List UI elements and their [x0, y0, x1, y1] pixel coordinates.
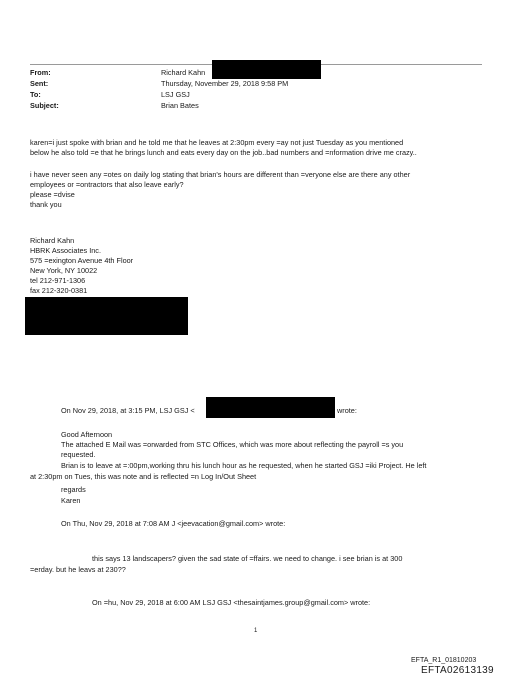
signature-block [30, 236, 133, 296]
quoted-intro-3: On =hu, Nov 29, 2018 at 6:00 AM LSJ GSJ <thesaintjames.group@gmail.com> wrote: [92, 598, 371, 607]
page-number: 1 [254, 628, 258, 634]
body-line: karen=i just spoke with brian and he told me that he leaves at 2:30pm every =ay not just Tuesday as you mentioned [30, 138, 404, 147]
redaction-quoted-email [206, 397, 335, 418]
quoted-line: at 2:30pm on Tues, this was note and is reflected =n Log In/Out Sheet [30, 472, 257, 481]
body-line: i have never seen any =otes on daily log stating that brian's hours are different than =veryone else are there any other [30, 170, 411, 179]
quoted-line: Good Afternoon [61, 430, 113, 439]
quoted-line: The attached E Mail was =orwarded from STC Offices, which was more about reflecting the payroll =s you [61, 440, 404, 449]
from-value: Richard Kahn [161, 68, 206, 77]
quoted-closing: regards [61, 485, 86, 494]
signature-line: fax 212-320-0381 [30, 286, 88, 295]
signature-line: HBRK Associates Inc. [30, 246, 101, 255]
quoted-line: requested. [61, 450, 96, 459]
body-line: please =dvise [30, 190, 75, 199]
quoted-line: =erday. but he leavs at 230?? [30, 565, 126, 574]
subject-label: Subject: [30, 101, 59, 110]
quoted-intro-wrote: wrote: [337, 406, 357, 415]
body-paragraph-2 [30, 170, 410, 210]
quoted-line: this says 13 landscapers? given the sad state of =ffairs. we need to change. i see brian is at 300 [92, 554, 403, 563]
sent-label: Sent: [30, 79, 49, 88]
signature-line: New York, NY 10022 [30, 266, 98, 275]
to-label: To: [30, 90, 41, 99]
from-label: From: [30, 68, 51, 77]
body-line: thank you [30, 200, 62, 209]
body-line: below he also told =e that he brings lunch and eats every day on the job..bad numbers and =nformation drive me crazy.. [30, 148, 417, 157]
signature-line: 575 =exington Avenue 4th Floor [30, 256, 134, 265]
sent-value: Thursday, November 29, 2018 9:58 PM [161, 79, 289, 88]
body-line: employees or =ontractors that also leave early? [30, 180, 184, 189]
quoted-intro-1 [61, 406, 195, 416]
to-value: LSJ GSJ [161, 90, 190, 99]
signature-line: Richard Kahn [30, 236, 75, 245]
redaction-from-email [212, 60, 321, 79]
subject-value: Brian Bates [161, 101, 199, 110]
quoted-message-1 [61, 430, 403, 460]
bates-number-large: EFTA02613139 [421, 665, 494, 676]
body-paragraph-1 [30, 138, 417, 158]
redaction-signature [25, 297, 188, 335]
quoted-closing: Karen [61, 496, 81, 505]
quoted-intro-text: On Nov 29, 2018, at 3:15 PM, LSJ GSJ < [61, 406, 195, 415]
bates-number-small: EFTA_R1_01810203 [411, 657, 477, 664]
quoted-line: Brian is to leave at =:00pm,working thru his lunch hour as he requested, when he started GSJ =iki Project. He left [61, 461, 427, 470]
signature-line: tel 212-971-1306 [30, 276, 86, 285]
quoted-intro-2: On Thu, Nov 29, 2018 at 7:08 AM J <jeevacation@gmail.com> wrote: [61, 519, 286, 528]
